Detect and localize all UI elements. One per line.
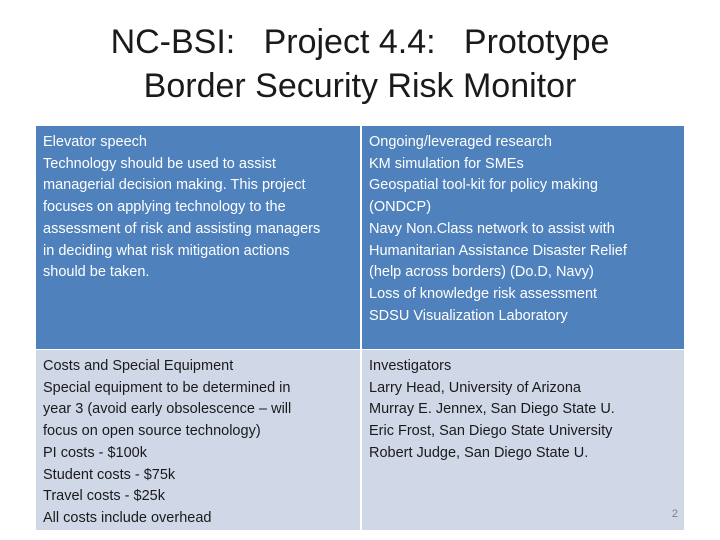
research-cell	[360, 126, 684, 349]
cell-line: Eric Frost, San Diego State University	[369, 423, 613, 440]
cell-line: Loss of knowledge risk assessment	[369, 285, 598, 302]
cell-line: Murray E. Jennex, San Diego State U.	[369, 401, 615, 418]
info-table	[36, 126, 684, 530]
cell-line: Humanitarian Assistance Disaster Relief	[369, 242, 627, 259]
elevator-speech-cell	[36, 126, 360, 349]
cell-line: year 3 (avoid early obsolescence – will	[43, 401, 292, 418]
costs-cell	[36, 350, 360, 530]
slide-title-line-2: Border Security Risk Monitor	[143, 67, 577, 105]
cell-line: Navy Non.Class network to assist with	[369, 220, 615, 237]
cell-line: in deciding what risk mitigation actions	[43, 242, 290, 259]
cell-line: Travel costs - $25k	[43, 488, 165, 505]
cell-line: managerial decision making. This project	[43, 177, 306, 194]
slide-title-line-1: NC-BSI: Project 4.4: Prototype	[110, 23, 610, 61]
cell-line: SDSU Visualization Laboratory	[369, 307, 568, 324]
cell-line: All costs include overhead	[43, 509, 212, 526]
cell-line: Student costs - $75k	[43, 466, 176, 483]
cell-heading: Elevator speech	[43, 134, 147, 150]
cell-line: Larry Head, University of Arizona	[369, 379, 581, 396]
cell-line: assessment of risk and assisting managers	[43, 220, 321, 237]
cell-line: KM simulation for SMEs	[369, 155, 524, 172]
investigators-cell	[360, 350, 684, 530]
cell-line: focus on open source technology)	[43, 423, 261, 440]
cell-line: Technology should be used to assist	[43, 155, 276, 172]
cell-line: should be taken.	[43, 264, 150, 281]
cell-line: (ONDCP)	[369, 199, 432, 216]
cell-line: Robert Judge, San Diego State U.	[369, 444, 589, 461]
cell-line: (help across borders) (Do.D, Navy)	[369, 264, 594, 281]
slide-number: 2	[671, 508, 678, 520]
cell-heading: Ongoing/leveraged research	[369, 134, 552, 150]
cell-heading: Investigators	[369, 358, 452, 374]
cell-line: focuses on applying technology to the	[43, 199, 286, 216]
cell-line: Special equipment to be determined in	[43, 379, 291, 396]
slide-title	[60, 20, 660, 108]
cell-line: Geospatial tool-kit for policy making	[369, 177, 598, 194]
cell-heading: Costs and Special Equipment	[43, 358, 234, 374]
cell-line: PI costs - $100k	[43, 444, 147, 461]
